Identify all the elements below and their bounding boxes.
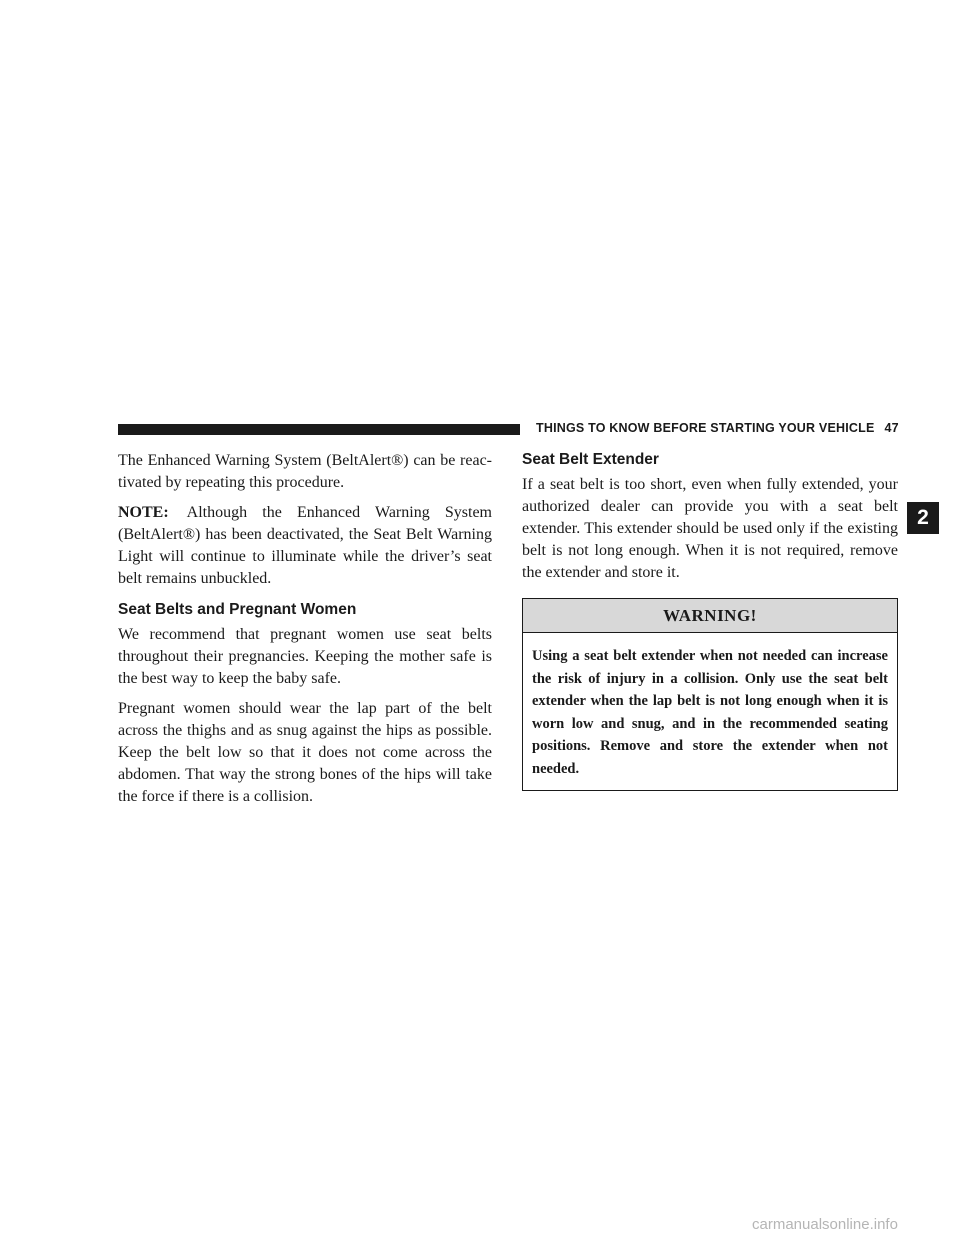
section-heading-belt-extender: Seat Belt Extender <box>522 451 659 468</box>
warning-text: Using a seat belt extender when not needed can increase the risk of injury in a collision. Only use the seat belt extender when the lap belt is not long enough when it is worn low and snug, and in the recommended seating positions. Remove and store the extender when not needed. <box>532 648 888 777</box>
pregnant-women-paragraph-2: Pregnant women should wear the lap part of the belt across the thighs and as snug against the hips as possible. Keep the belt low so that it does not come across the abdomen. That way the strong bones of the hips will take the force if there is a collision. <box>118 700 492 805</box>
section-title: THINGS TO KNOW BEFORE STARTING YOUR VEHICLE <box>536 421 875 435</box>
section-heading-pregnant-women: Seat Belts and Pregnant Women <box>118 601 357 618</box>
reactivation-paragraph: The Enhanced Warning System (BeltAlert®) can be reac- tivated by repeating this procedure. <box>118 452 492 491</box>
page-number: 47 <box>884 421 899 435</box>
chapter-tab: 2 <box>907 502 939 534</box>
watermark: carmanualsonline.info <box>752 1216 898 1233</box>
header-rule <box>118 424 520 435</box>
running-header <box>536 421 899 435</box>
pregnant-women-paragraph-1: We recommend that pregnant women use seat belts throughout their pregnancies. Keeping the mother safe is the best way to keep the baby safe. <box>118 626 492 687</box>
belt-extender-paragraph: If a seat belt is too short, even when fully extended, your authorized dealer can provide you with a seat belt extender. This extender should be used only if the existing belt is not long enough. When it is not required, remove the extender and store it. <box>522 476 898 581</box>
right-column <box>522 450 898 791</box>
note-text: Although the Enhanced Warning System (BeltAlert®) has been deactivated, the Seat Belt Warning Light will continue to illuminate while the driver’s seat belt remains unbuckled. <box>118 504 492 587</box>
note-label: NOTE: <box>118 504 169 521</box>
note-paragraph <box>118 502 492 590</box>
warning-box <box>522 598 898 791</box>
left-column <box>118 450 492 816</box>
warning-title: WARNING! <box>523 599 897 633</box>
